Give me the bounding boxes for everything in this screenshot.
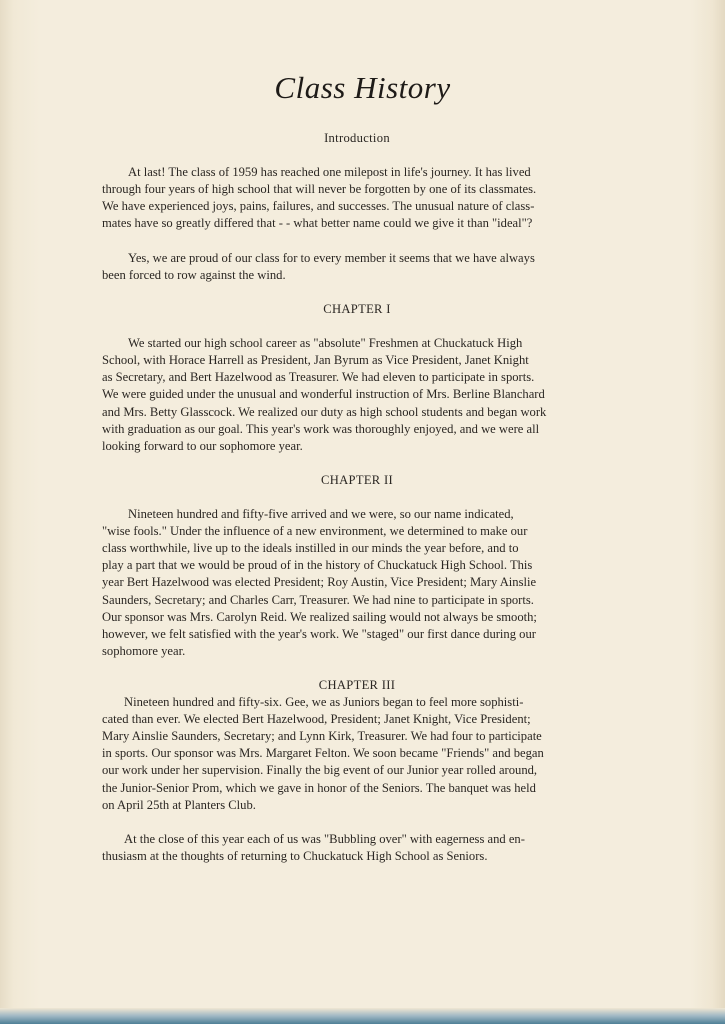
chapter-1-paragraph [102,335,612,455]
text-line: Saunders, Secretary; and Charles Carr, Treasurer. We had nine to participate in sports. [102,592,534,607]
text-line: however, we felt satisfied with the year's work. We "staged" our first dance during our [102,626,536,641]
text-line: our work under her supervision. Finally the big event of our Junior year rolled around, [102,763,538,778]
chapter-3-paragraph [102,694,612,814]
text-line: Yes, we are proud of our class for to every member it seems that we have always [128,250,535,265]
text-line: play a part that we would be proud of in the history of Chuckatuck High School. This [102,558,533,573]
page-bottom-edge [0,1008,725,1024]
text-line: and Mrs. Betty Glasscock. We realized our duty as high school students and began work [102,404,547,419]
text-line: We were guided under the unusual and wonderful instruction of Mrs. Berline Blanchard [102,387,545,402]
text-line: class worthwhile, live up to the ideals instilled in our minds the year before, and to [102,541,519,556]
text-line: "wise fools." Under the influence of a new environment, we determined to make our [102,524,528,539]
body-text [102,130,612,865]
text-line: At last! The class of 1959 has reached one milepost in life's journey. It has lived [128,165,531,180]
text-line: been forced to row against the wind. [102,267,286,282]
text-line: At the close of this year each of us was "Bubbling over" with eagerness and en- [124,831,525,846]
text-line: cated than ever. We elected Bert Hazelwood, President; Janet Knight, Vice President; [102,712,531,727]
text-line: with graduation as our goal. This year's work was thoroughly enjoyed, and we were all [102,421,540,436]
text-line: Nineteen hundred and fifty-six. Gee, we as Juniors began to feel more sophisti- [124,695,524,710]
intro-paragraph-2 [102,250,612,284]
text-line: Nineteen hundred and fifty-five arrived and we were, so our name indicated, [128,507,514,522]
text-line: We started our high school career as "absolute" Freshmen at Chuckatuck High [128,336,523,351]
text-line: School, with Horace Harrell as President, Jan Byrum as Vice President, Janet Knight [102,353,529,368]
intro-paragraph-1 [102,164,612,232]
text-line: the Junior-Senior Prom, which we gave in honor of the Seniors. The banquet was held [102,780,536,795]
chapter-3-heading: CHAPTER III [318,678,396,692]
introduction-heading: Introduction [324,131,390,145]
text-line: on April 25th at Planters Club. [102,797,256,812]
chapter-1-heading: CHAPTER I [323,301,391,316]
text-line: sophomore year. [102,643,186,658]
text-line: Our sponsor was Mrs. Carolyn Reid. We realized sailing would not always be smooth; [102,609,537,624]
text-line: through four years of high school that will never be forgotten by one of its classmates. [102,182,537,197]
chapter-3-closing-paragraph [102,831,612,865]
text-line: as Secretary, and Bert Hazelwood as Treasurer. We had eleven to participate in sports. [102,370,535,385]
chapter-2-paragraph [102,506,612,660]
text-line: mates have so greatly differed that - - what better name could we give it than "ideal"? [102,216,533,231]
chapter-2-heading: CHAPTER II [321,472,393,487]
text-line: thusiasm at the thoughts of returning to Chuckatuck High School as Seniors. [102,848,488,863]
text-line: We have experienced joys, pains, failures, and successes. The unusual nature of class- [102,199,535,214]
page-title: Class History [274,70,451,105]
text-line: looking forward to our sophomore year. [102,438,303,453]
text-line: Mary Ainslie Saunders, Secretary; and Lynn Kirk, Treasurer. We had four to participate [102,729,542,744]
text-line: in sports. Our sponsor was Mrs. Margaret Felton. We soon became "Friends" and began [102,746,544,761]
text-line: year Bert Hazelwood was elected President; Roy Austin, Vice President; Mary Ainslie [102,575,537,590]
